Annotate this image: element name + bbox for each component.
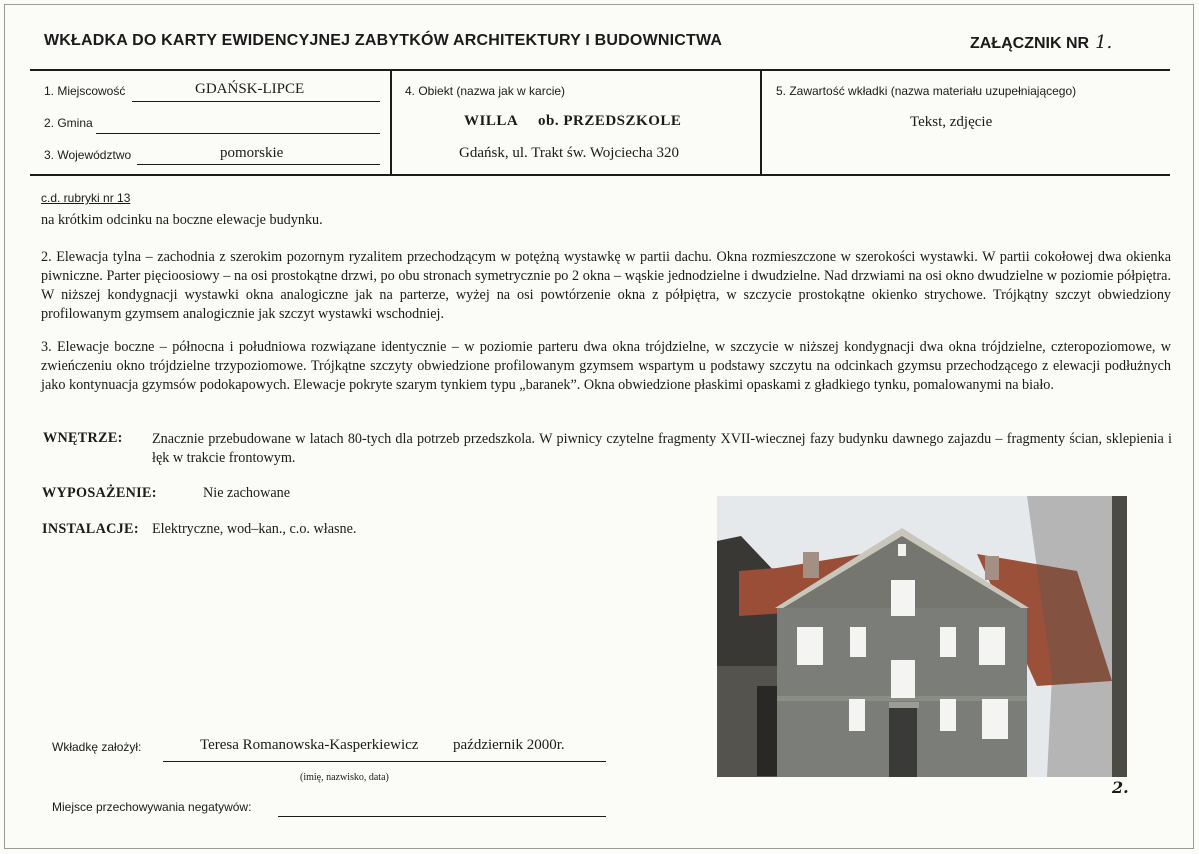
annex-heading: [970, 32, 1112, 53]
author-underline: [163, 761, 606, 762]
paragraph-3-text: 3. Elewacje boczne – północna i południowa rozwiązane identycznie – w poziomie parteru dwa okna trójdzielne, w szczycie w niższej kondygnacji dwa okna trójdzielne, czteropoziomowe, w zwieńczeniu okno trójdzielne trzypoziomowe. Trójkątne szczyty obwiedzione profilowanym gzymsem wspartym u podstawy szczytu na odcinkach gzymsu przechodzącego z elewacji podłużnych jako kontynuacja gzymsów podokapowych. Elewacje pokryte szarym tynkiem typu „baranek”. Okna obwiedzione płaskimi opaskami z gładkiego tynku, pomalowanymi na biało.: [41, 339, 1171, 393]
continuation-label: c.d. rubryki nr 13: [41, 191, 131, 205]
content-value: Tekst, zdjęcie: [910, 114, 993, 130]
bottom-rule: [30, 174, 1170, 176]
paragraph-3: [41, 338, 1171, 395]
paragraph-2-text: 2. Elewacja tylna – zachodnia z szerokim pozornym ryzalitem przechodzącym w potężną wystawkę w partii dachu. Okna rozmieszczone w szerokości wystawki. W partii cokołowej dwa okienka piwniczne. Parter pięcioosiowy – na osi prostokątne drzwi, po obu stronach symetrycznie po 2 okna – wąskie jednodzielne i dwudzielne. Nad drzwiami na osi okno dwudzielne w poziomie półpiętra. W niższej kondygnacji wystawki okna analogiczne jak na parterze, wyżej na osi powtórzenie okna z półpiętra, w szczycie prostokątne okienko strychowe. Trójkątny szczyt obwiedziony profilowanym gzymsem analogicznie jak szczyt wystawki wschodniej.: [41, 249, 1171, 322]
object-label: 4. Obiekt (nazwa jak w karcie): [405, 84, 566, 98]
interior-label: WNĘTRZE:: [43, 430, 123, 446]
object-address: Gdańsk, ul. Trakt św. Wojciecha 320: [459, 145, 680, 161]
locality-label: 1. Miejscowość: [44, 84, 126, 98]
negatives-underline: [278, 816, 606, 817]
commune-label: 2. Gmina: [44, 116, 93, 130]
equipment-label: WYPOSAŻENIE:: [42, 485, 157, 501]
building-photo-illustration: [717, 496, 1127, 777]
commune-underline: [96, 133, 380, 134]
photo-number: 2.: [1112, 778, 1129, 797]
locality-underline: [132, 101, 380, 102]
voivodeship-label: 3. Województwo: [44, 148, 132, 162]
intro-paragraph: [41, 211, 1171, 230]
column-divider-1: [390, 70, 392, 175]
author-name: Teresa Romanowska-Kasperkiewicz: [200, 737, 419, 753]
voivodeship-value: pomorskie: [220, 145, 284, 161]
voivodeship-underline: [137, 164, 380, 165]
building-photo: [717, 496, 1127, 777]
interior-text: Znacznie przebudowane w latach 80-tych dla potrzeb przedszkola. W piwnicy czytelne fragmenty XVII-wiecznej fazy budynku dawnego zajazdu – fragmenty ścian, sklepienia i łęk w trakcie frontowym.: [152, 431, 1172, 466]
intro-text: na krótkim odcinku na boczne elewacje budynku.: [41, 212, 323, 228]
content-label: 5. Zawartość wkładki (nazwa materiału uzupełniającego): [776, 84, 1077, 98]
installations-text: Elektryczne, wod–kan., c.o. własne.: [152, 521, 357, 537]
paragraph-2: [41, 248, 1171, 324]
equipment-text: Nie zachowane: [203, 485, 291, 501]
author-label: Wkładkę założył:: [52, 740, 142, 754]
author-hint: (imię, nazwisko, data): [300, 772, 389, 783]
author-date: październik 2000r.: [453, 737, 565, 753]
form-title: WKŁADKA DO KARTY EWIDENCYJNEJ ZABYTKÓW ARCHITEKTURY I BUDOWNICTWA: [44, 32, 723, 49]
top-rule: [30, 69, 1170, 71]
column-divider-2: [760, 70, 762, 175]
installations-label: INSTALACJE:: [42, 521, 139, 537]
object-name-secondary: ob. PRZEDSZKOLE: [538, 113, 682, 129]
annex-number: 1.: [1095, 32, 1113, 53]
object-name-primary: WILLA: [464, 113, 519, 129]
locality-value: GDAŃSK-LIPCE: [195, 81, 305, 97]
negatives-label: Miejsce przechowywania negatywów:: [52, 800, 252, 814]
annex-label: ZAŁĄCZNIK NR: [970, 35, 1090, 52]
